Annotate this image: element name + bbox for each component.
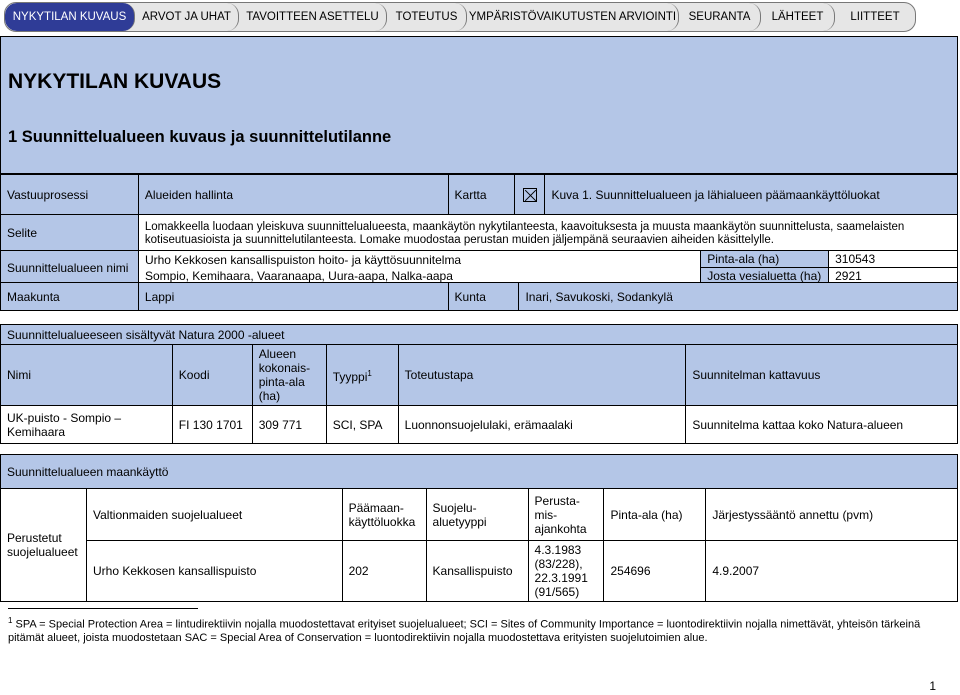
perustetut-label: Perustetut suojelualueet xyxy=(1,489,87,602)
footnote xyxy=(8,614,958,645)
kunta-value: Inari, Savukoski, Sodankylä xyxy=(519,283,958,311)
natura-cell-toteutustapa: Luonnonsuojelulaki, erämaalaki xyxy=(398,406,686,444)
nav-tab-liitteet[interactable]: LIITTEET xyxy=(850,11,900,23)
nav-tab-toteutus[interactable]: TOTEUTUS xyxy=(387,3,467,31)
maankaytto-cell-perustamisajankohta: 4.3.1983 (83/228), 22.3.1991 (91/565) xyxy=(528,541,604,602)
page-title: NYKYTILAN KUVAUS xyxy=(8,70,222,93)
kartta-label: Kartta xyxy=(448,175,515,215)
maankaytto-header-suojelualueet: Valtionmaiden suojelualueet xyxy=(86,489,342,541)
maankaytto-table xyxy=(0,454,958,602)
maakunta-value: Lappi xyxy=(138,283,448,311)
nimi-line-2: Sompio, Kemihaara, Vaaranaapa, Uura-aapa, Nalka-aapa xyxy=(144,268,453,283)
info-table xyxy=(0,174,958,215)
maankaytto-header-perustamisajankohta: Perusta-mis-ajankohta xyxy=(528,489,604,541)
natura-header-pinta-ala: Alueen kokonais-pinta-ala (ha) xyxy=(252,345,326,406)
maankaytto-cell-jarjestyssaanto: 4.9.2007 xyxy=(706,541,958,602)
maankaytto-cell-suojelualue: Urho Kekkosen kansallispuisto xyxy=(86,541,342,602)
maankaytto-header-pinta-ala: Pinta-ala (ha) xyxy=(604,489,706,541)
natura-cell-nimi: UK-puisto - Sompio – Kemihaara xyxy=(1,406,173,444)
nav-tab-seuranta[interactable]: SEURANTA xyxy=(679,3,761,31)
kartta-checkbox[interactable] xyxy=(515,175,545,215)
footnote-mark: 1 xyxy=(8,616,13,625)
section-title: 1 Suunnittelualueen kuvaus ja suunnittelutilanne xyxy=(8,128,392,146)
selite-table xyxy=(0,214,958,251)
nav-tab-tavoitteen-asettelu[interactable]: TAVOITTEEN ASETTELU xyxy=(239,3,387,31)
maankaytto-cell-pinta-ala: 254696 xyxy=(604,541,706,602)
checked-box-icon xyxy=(523,188,537,202)
natura-title: Suunnittelualueeseen sisältyvät Natura 2000 -alueet xyxy=(1,325,958,345)
natura-table xyxy=(0,324,958,444)
pinta-ala-value: 310543 xyxy=(829,251,958,268)
nimi-table xyxy=(0,250,958,285)
natura-cell-pinta-ala: 309 771 xyxy=(252,406,326,444)
footnote-text: SPA = Special Protection Area = lintudirektiivin nojalla muodostettavat erityiset suojelualueet; SCI = Sites of Community Importance = luontodirektiivin nojalla nimettävät, yhteisön tärkeinä pitämät alueet, joista muodostetaan SAC = Special Area of Conservation = luontodirektiivin nojalla muodostettava erityisten suojelutoimien alue. xyxy=(8,618,921,644)
vastuuprosessi-label: Vastuuprosessi xyxy=(1,175,139,215)
natura-cell-tyyppi: SCI, SPA xyxy=(326,406,398,444)
natura-header-nimi: Nimi xyxy=(1,345,173,406)
nav-tab-arvot-ja-uhat[interactable]: ARVOT JA UHAT xyxy=(135,3,239,31)
nimi-label: Suunnittelualueen nimi xyxy=(1,251,139,285)
natura-header-tyyppi-label: Tyyppi xyxy=(332,369,368,384)
nav-tab-lahteet[interactable]: LÄHTEET xyxy=(761,3,835,31)
maankaytto-cell-suojelualuetyyppi: Kansallispuisto xyxy=(426,541,528,602)
kunta-label: Kunta xyxy=(448,283,519,311)
page-number: 1 xyxy=(929,679,936,693)
natura-header-toteutustapa: Toteutustapa xyxy=(398,345,686,406)
natura-cell-koodi: FI 130 1701 xyxy=(172,406,252,444)
nimi-value xyxy=(138,251,700,285)
natura-cell-kattavuus: Suunnitelma kattaa koko Natura-alueen xyxy=(686,406,958,444)
nav-tab-ymparistovaikutukset[interactable]: YMPÄRISTÖVAIKUTUSTEN ARVIOINTI xyxy=(467,3,679,31)
maankaytto-header-paamaankayttoluokka: Päämaan-käyttöluokka xyxy=(342,489,426,541)
kartta-value: Kuva 1. Suunnittelualueen ja lähialueen päämaankäyttöluokat xyxy=(545,175,958,215)
pinta-ala-label: Pinta-ala (ha) xyxy=(701,251,829,268)
nimi-line-1: Urho Kekkosen kansallispuiston hoito- ja käyttösuunnitelma xyxy=(144,252,462,267)
maankaytto-title: Suunnittelualueen maankäyttö xyxy=(1,455,958,489)
maakunta-label: Maakunta xyxy=(1,283,139,311)
top-navigation xyxy=(4,2,916,32)
selite-label: Selite xyxy=(1,215,139,251)
selite-text: Lomakkeella luodaan yleiskuva suunnittelualueesta, maankäytön nykytilanteesta, kaavoituksesta ja muusta maankäytön suunnittelusta, saamelaisten kotiseutuasioista ja suunnittelutilanteesta. Lomake muodostaa perustan muiden jäljempänä seuraavien aiheiden käsittelylle. xyxy=(138,215,957,251)
natura-header-koodi: Koodi xyxy=(172,345,252,406)
nav-tab-nykytilan-kuvaus[interactable]: NYKYTILAN KUVAUS xyxy=(5,3,135,31)
vastuuprosessi-value: Alueiden hallinta xyxy=(138,175,448,215)
vesialue-label: Josta vesialuetta (ha) xyxy=(701,268,829,285)
maankaytto-header-jarjestyssaanto: Järjestyssääntö annettu (pvm) xyxy=(706,489,958,541)
natura-header-tyyppi xyxy=(326,345,398,406)
maankaytto-header-suojelualuetyyppi: Suojelu-aluetyyppi xyxy=(426,489,528,541)
vesialue-value: 2921 xyxy=(829,268,958,285)
maankaytto-cell-paamaankayttoluokka: 202 xyxy=(342,541,426,602)
footnote-ref: 1 xyxy=(367,368,372,378)
maakunta-table xyxy=(0,282,958,311)
title-band xyxy=(0,36,958,174)
footnote-separator xyxy=(8,608,198,609)
natura-header-kattavuus: Suunnitelman kattavuus xyxy=(686,345,958,406)
